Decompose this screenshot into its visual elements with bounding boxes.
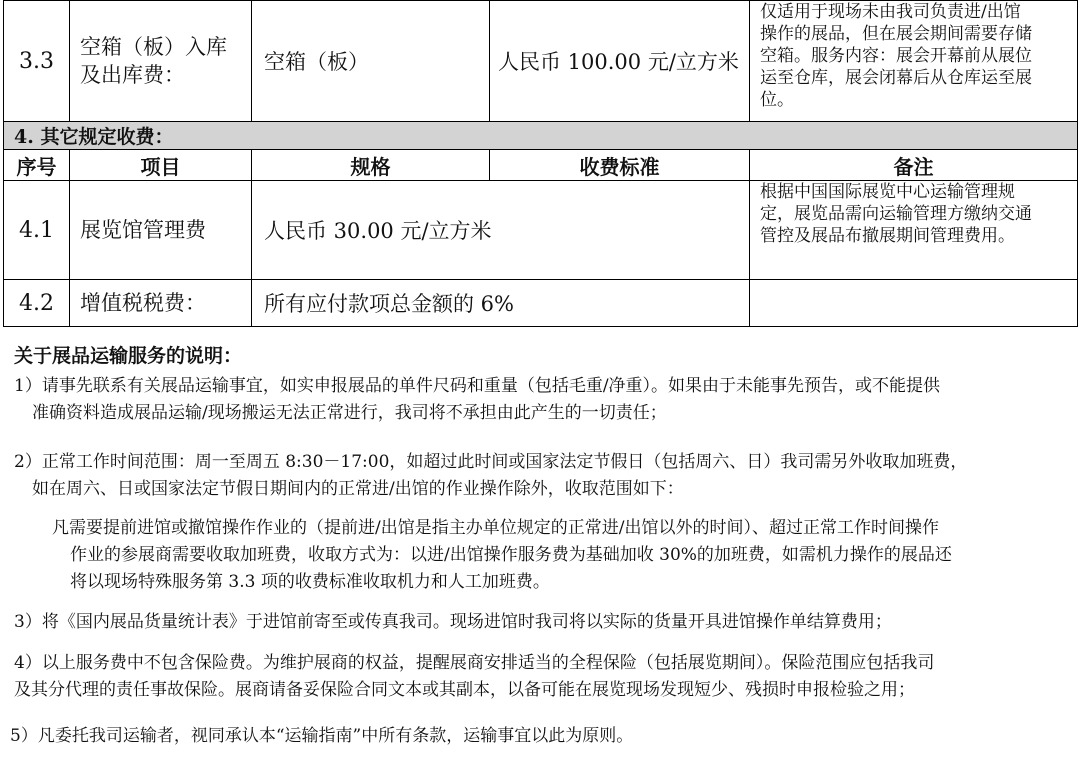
note-paragraph-5: 5）凡委托我司运输者，视同承认本“运输指南”中所有条款，运输事宜以此为原则。 <box>10 726 634 746</box>
table-row-4-2 <box>4 280 1078 327</box>
item-price: 所有应付款项总金额的 6% <box>252 280 750 327</box>
item-price: 人民币 100.00 元/立方米 <box>490 1 750 122</box>
header-item: 项目 <box>70 150 252 181</box>
note-paragraph-4: 4）以上服务费中不包含保险费。为维护展商的权益，提醒展商安排适当的全程保险（包括展览期间）。保险范围应包括我司 及其分代理的责任事故保险。展商请备妥保险合同文本或其副本，以备可能在展览现场发现短少、残损时申报检验之用； <box>14 653 935 700</box>
header-no: 序号 <box>4 150 70 181</box>
header-note: 备注 <box>750 150 1078 181</box>
item-name: 展览馆管理费 <box>70 181 252 280</box>
row-number: 3.3 <box>4 1 70 122</box>
table-header-row <box>4 150 1078 181</box>
item-spec: 空箱（板） <box>252 1 490 122</box>
item-note: 根据中国国际展览中心运输管理规 定，展览品需向运输管理方缴纳交通 管控及展品布撤展期间管理费用。 <box>750 181 1078 280</box>
item-name: 增值税税费： <box>70 280 252 327</box>
notes-title: 关于展品运输服务的说明： <box>14 345 243 367</box>
header-price: 收费标准 <box>490 150 750 181</box>
table-row-4-1 <box>4 181 1078 280</box>
table-row-3-3 <box>4 1 1078 122</box>
note-paragraph-2-detail: 凡需要提前进馆或撤馆操作作业的（提前进/出馆是指主办单位规定的正常进/出馆以外的时间）、超过正常工作时间操作 作业的参展商需要收取加班费，收取方式为：以进/出馆操作服务费为基础加收 30%的加班费，如需机力操作的展品还 将以现场特殊服务第 3.3 项的收费标准收取机力和人工加班费。 <box>52 518 952 592</box>
note-paragraph-2: 2）正常工作时间范围：周一至周五 8:30－17:00，如超过此时间或国家法定节假日（包括周六、日）我司需另外收取加班费， 如在周六、日或国家法定节假日期间内的正常进/出馆的作业操作除外，收取范围如下： <box>14 452 968 499</box>
item-name: 空箱（板）入库 及出库费： <box>70 1 252 122</box>
item-price: 人民币 30.00 元/立方米 <box>252 181 750 280</box>
note-paragraph-1: 1）请事先联系有关展品运输事宜，如实申报展品的单件尺码和重量（包括毛重/净重）。如果由于未能事先预告，或不能提供 准确资料造成展品运输/现场搬运无法正常进行，我司将不承担由此产生的一切责任； <box>14 376 941 423</box>
row-number: 4.1 <box>4 181 70 280</box>
section-title: 4. 其它规定收费： <box>4 122 1078 150</box>
header-spec: 规格 <box>252 150 490 181</box>
item-note: 仅适用于现场未由我司负责进/出馆 操作的展品，但在展会期间需要存储 空箱。服务内容：展会开幕前从展位 运至仓库，展会闭幕后从仓库运至展 位。 <box>750 1 1078 122</box>
note-paragraph-3: 3）将《国内展品货量统计表》于进馆前寄至或传真我司。现场进馆时我司将以实际的货量开具进馆操作单结算费用； <box>14 612 892 632</box>
section-4-row <box>4 122 1078 150</box>
item-note <box>750 280 1078 327</box>
fee-table <box>3 0 1078 327</box>
row-number: 4.2 <box>4 280 70 327</box>
